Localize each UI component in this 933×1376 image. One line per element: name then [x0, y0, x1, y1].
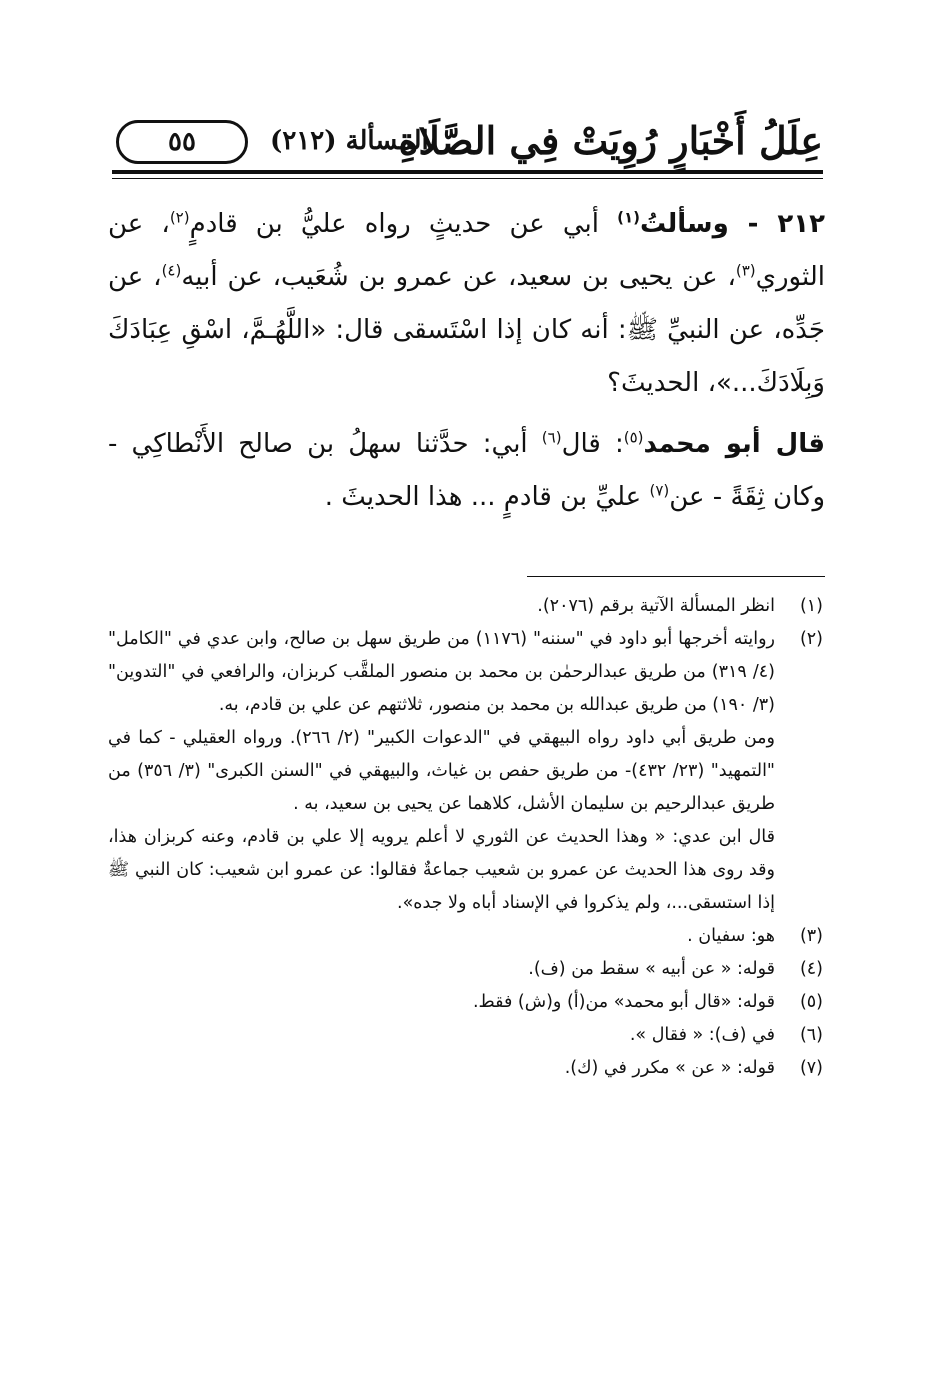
footnote-body — [108, 590, 775, 623]
footnote-body — [108, 623, 775, 920]
question-paragraph — [108, 198, 825, 410]
text-run: ، عن جَدِّه، عن النبيِّ ﷺ: أنه كان إذا اسْتَسقى قال: «اللَّهُـمَّ، اسْقِ عِبَادَكَ وَبِلَادَكَ...»، الحديثَ؟ — [108, 262, 825, 398]
text-run: : قال — [561, 429, 624, 459]
footnote-text: قوله: « عن أبيه » سقط من (ف). — [528, 959, 775, 979]
footnote-body — [108, 920, 775, 953]
footnote-number: (٢) — [799, 629, 823, 649]
footnote-ref: (٢) — [169, 208, 190, 227]
footnote-ref: (٦) — [541, 428, 562, 447]
footnote-number: (٦) — [799, 1025, 823, 1045]
text-run: ، عن الثوري — [108, 209, 825, 292]
footnote-text: قال ابن عدي: « وهذا الحديث عن الثوري لا أعلم يرويه إلا علي بن قادم، وعنه كربزان هذا، وقد روى هذا الحديث عن عمرو بن شعيب جماعةٌ فقالوا: عن عمرو ابن شعيب: كان النبي ﷺ إذا استسقى...، ولم يذكروا في الإسناد أباه ولا جده». — [108, 827, 775, 913]
footnote-ref: (٥) — [623, 428, 644, 447]
header-rule-thick — [112, 170, 823, 174]
footnote-ref: (١) — [617, 208, 640, 227]
footnote-text: هو: سفيان . — [687, 926, 775, 946]
header-rule-thin — [112, 178, 823, 179]
footnote-number: (٥) — [799, 992, 823, 1012]
footnote-1 — [108, 590, 823, 623]
footnote-separator — [527, 576, 825, 577]
footnote-body — [108, 953, 775, 986]
main-text — [108, 198, 825, 524]
footnote-ref: (٧) — [649, 481, 670, 500]
footnote-ref: (٤) — [161, 261, 182, 280]
text-run: أبي عن حديثٍ رواه عليُّ بن قادمٍ — [189, 209, 618, 239]
footnote-3 — [108, 920, 823, 953]
footnote-number: (١) — [799, 596, 823, 616]
footnote-ref: (٣) — [735, 261, 756, 280]
footnote-body — [108, 1019, 775, 1052]
footnote-text: ومن طريق أبي داود رواه البيهقي في "الدعوات الكبير" (٢/ ٢٦٦). ورواه العقيلي - كما في "التمهيد" (٢٣/ ٤٣٢)- من طريق حفص بن غياث، والبيهقي في "السنن الكبرى" (٣/ ٣٥٦) من طريق عبدالرحيم بن سليمان الأشل، كلاهما عن يحيى بن سعيد، به . — [108, 728, 775, 814]
footnote-5 — [108, 986, 823, 1019]
running-header — [100, 108, 823, 178]
footnote-text: في (ف): « فقال ». — [629, 1025, 775, 1045]
question-number-text: ٢١٢ - وسألتُ — [640, 209, 825, 239]
footnote-4 — [108, 953, 823, 986]
footnote-text: روايته أخرجها أبو داود في "سننه" (١١٧٦) من طريق سهل بن صالح، وابن عدي في "الكامل" (٤/ ٣١٩) من طريق عبدالرحمٰن بن محمد بن منصور الملقَّب كربزان، والرافعي في "التدوين" (٣/ ١٩٠) من طريق عبدالله بن محمد بن منصور، ثلاثتهم عن علي بن قادم، به. — [108, 629, 775, 715]
text-run: أبي: حدَّثنا سهلُ بن صالح الأَنْطاكِي - وكان ثِقَةً - عن — [108, 429, 825, 512]
footnote-text: قوله: «قال أبو محمد» من(أ) و(ش) فقط. — [472, 992, 775, 1012]
speaker-text: قال أبو محمد — [643, 429, 825, 459]
footnote-6 — [108, 1019, 823, 1052]
page-number: ٥٥ — [116, 120, 248, 164]
book-title: عِلَلُ أَخْبَارٍ رُوِيَتْ فِي الصَّلَاةِ — [398, 118, 823, 163]
footnote-text: انظر المسألة الآتية برقم (٢٠٧٦). — [537, 596, 775, 616]
footnote-text: قوله: « عن » مكرر في (ك). — [564, 1058, 775, 1078]
footnote-number: (٣) — [799, 926, 823, 946]
text-run: ، عن يحيى بن سعيد، عن عمرو بن شُعَيب، عن أبيه — [181, 262, 736, 292]
footnote-7 — [108, 1052, 823, 1085]
footnote-number: (٤) — [799, 959, 823, 979]
issue-number: المسألة (٢١٢) — [270, 126, 429, 156]
text-run: عليِّ بن قادمٍ ... هذا الحديثَ . — [324, 482, 650, 512]
footnote-body — [108, 1052, 775, 1085]
footnote-number: (٧) — [799, 1058, 823, 1078]
footnote-body — [108, 986, 775, 1019]
footnote-2 — [108, 623, 823, 920]
footnotes — [108, 590, 823, 1085]
answer-paragraph — [108, 418, 825, 524]
